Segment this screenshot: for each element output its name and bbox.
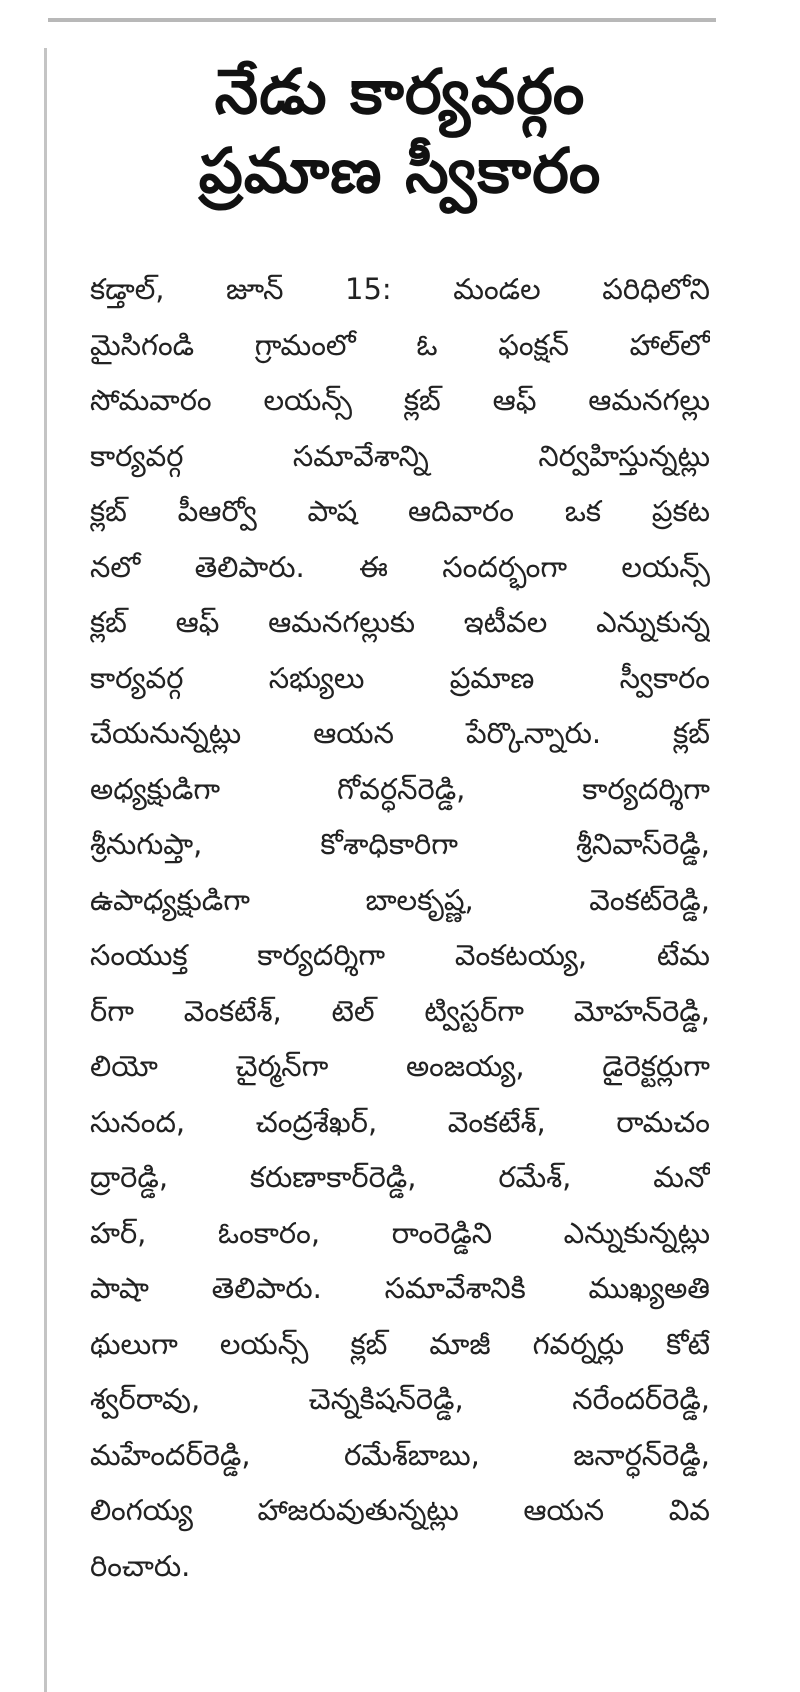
article-line: కార్యవర్గ సభ్యులు ప్రమాణ స్వీకారం [90,660,710,695]
article-body [90,262,710,1594]
headline-line-2: ప్రమాణ స్వీకారం [198,134,602,208]
article-line: లింగయ్య హాజరువుతున్నట్లు ఆయన వివ [90,1493,710,1527]
article-line: క్లబ్ ఆఫ్ ఆమనగల్లుకు ఇటీవల ఎన్నుకున్న [90,605,710,639]
article-line: లియో చైర్మన్‌గా అంజయ్య, డైరెక్టర్లుగా [90,1049,710,1083]
article-line: థులుగా లయన్స్ క్లబ్ మాజీ గవర్నర్లు కోటే [90,1326,710,1361]
article-line: చేయనున్నట్లు ఆయన పేర్కొన్నారు. క్లబ్ [90,716,710,750]
article-line: శ్వర్‌రావు, చెన్నకిషన్‌రెడ్డి, నరేందర్‌రెడ్డి, [90,1382,710,1416]
article-line: కడ్తాల్, జూన్ 15: మండల పరిధిలోని [90,272,710,306]
article-line: మైసిగండి గ్రామంలో ఓ ఫంక్షన్ హాల్‌లో [90,327,710,362]
article-line: సునంద, చంద్రశేఖర్, వెంకటేశ్, రామచం [90,1104,710,1139]
article-line: ద్రారెడ్డి, కరుణాకార్‌రెడ్డి, రమేశ్, మనో [90,1160,710,1194]
article-line: హర్, ఓంకారం, రాంరెడ్డిని ఎన్నుకున్నట్లు [90,1215,710,1250]
top-divider-rule [48,18,716,22]
article-line: పాషా తెలిపారు. సమావేశానికి ముఖ్యఅతి [90,1271,710,1305]
column-divider-rule [44,48,47,1692]
article-line: సంయుక్త కార్యదర్శిగా వెంకటయ్య, టేమ [90,938,710,972]
article-line: రించారు. [90,1548,191,1583]
article-line: సోమవారం లయన్స్ క్లబ్ ఆఫ్ ఆమనగల్లు [90,383,710,417]
article-line: ర్‌గా వెంకటేశ్, టెల్ ట్విస్టర్‌గా మోహన్‌రెడ్డి, [90,993,710,1028]
article-line: మహేందర్‌రెడ్డి, రమేశ్‌బాబు, జనార్ధన్‌రెడ్డి, [90,1437,710,1472]
article-line: శ్రీనుగుప్తా, కోశాధికారిగా శ్రీనివాస్‌రెడ్డి, [90,827,710,861]
article-headline [80,52,720,211]
article-line: కార్యవర్గ సమావేశాన్ని నిర్వహిస్తున్నట్లు [90,438,710,473]
headline-line-1: నేడు కార్యవర్గం [214,55,586,128]
article-line: క్లబ్ పీఆర్వో పాష ఆదివారం ఒక ప్రకట [90,494,710,528]
article-line: ఉపాధ్యక్షుడిగా బాలకృష్ణ, వెంకట్‌రెడ్డి, [90,882,710,917]
article-line: అధ్యక్షుడిగా గోవర్ధన్‌రెడ్డి, కార్యదర్శిగా [90,771,710,806]
article-line: నలో తెలిపారు. ఈ సందర్భంగా లయన్స్ [90,549,710,584]
